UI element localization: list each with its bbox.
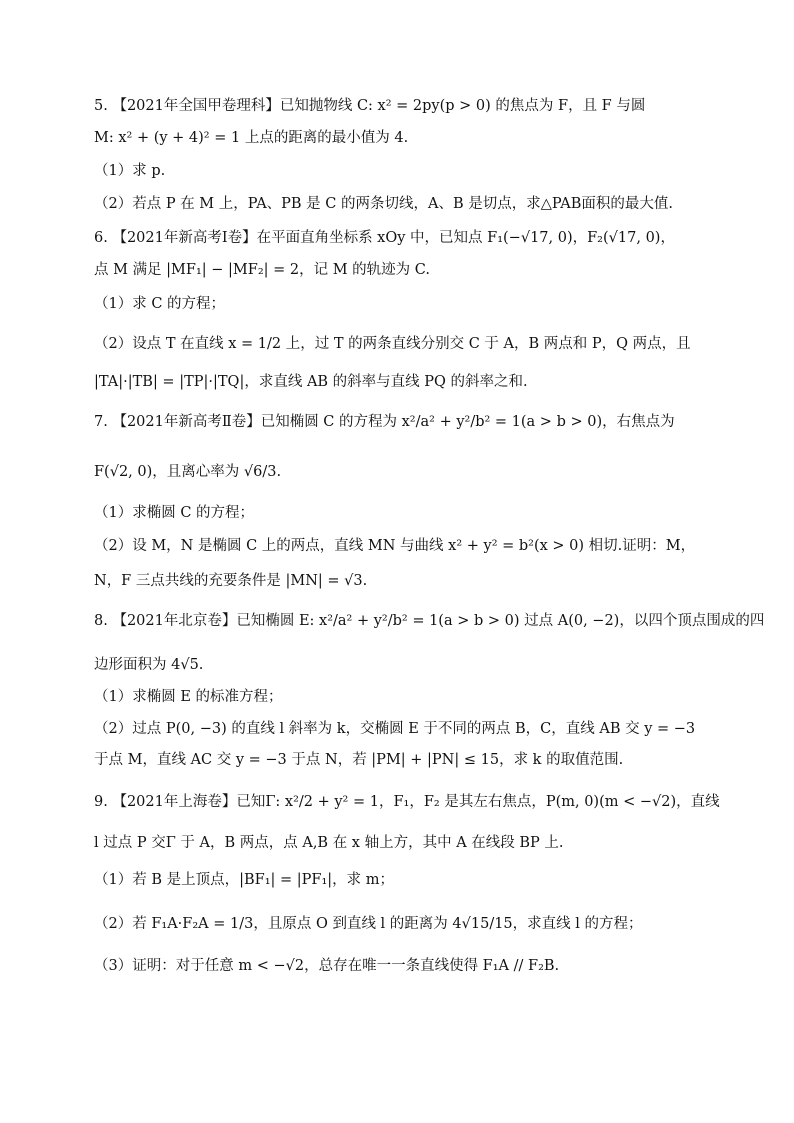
problem-5-line-3: （1）求 p. <box>94 163 166 179</box>
problem-5-line-1: 5. 【2021年全国甲卷理科】已知抛物线 C: x² = 2py(p > 0) 的焦点为 F，且 F 与圆 <box>94 98 646 114</box>
problem-9-line-5: （3）证明：对于任意 m < −√2，总存在唯一一条直线使得 F₁A // F₂B. <box>94 958 560 974</box>
problem-7-line-1: 7. 【2021年新高考Ⅱ卷】已知椭圆 C 的方程为 x²/a² + y²/b² = 1(a > b > 0)，右焦点为 <box>94 414 675 430</box>
problem-6-line-3: （1）求 C 的方程； <box>94 296 226 312</box>
problem-7-line-2: F(√2, 0)，且离心率为 √6/3. <box>94 464 282 480</box>
problem-7-line-3: （1）求椭圆 C 的方程； <box>94 505 255 521</box>
problem-6-line-4: （2）设点 T 在直线 x = 1/2 上，过 T 的两条直线分别交 C 于 A，B 两点和 P，Q 两点，且 <box>94 336 691 352</box>
problem-9-line-4: （2）若 F₁A·F₂A = 1/3，且原点 O 到直线 l 的距离为 4√15/15，求直线 l 的方程； <box>94 916 643 932</box>
problem-5-line-4: （2）若点 P 在 M 上，PA、PB 是 C 的两条切线，A、B 是切点，求△PAB面积的最大值. <box>94 196 674 212</box>
problem-8-line-5: 于点 M，直线 AC 交 y = −3 于点 N，若 |PM| + |PN| ≤ 15，求 k 的取值范围. <box>94 752 624 768</box>
problem-8-line-2: 边形面积为 4√5. <box>94 657 204 673</box>
problem-8-line-4: （2）过点 P(0, −3) 的直线 l 斜率为 k，交椭圆 E 于不同的两点 B，C，直线 AB 交 y = −3 <box>94 721 696 737</box>
problem-6-line-2: 点 M 满足 |MF₁| − |MF₂| = 2，记 M 的轨迹为 C. <box>94 262 430 278</box>
problem-8-line-1: 8. 【2021年北京卷】已知椭圆 E: x²/a² + y²/b² = 1(a > b > 0) 过点 A(0, −2)，以四个顶点围成的四 <box>94 613 765 629</box>
problem-9-line-3: （1）若 B 是上顶点，|BF₁| = |PF₁|，求 m； <box>94 872 395 888</box>
problem-9-line-2: l 过点 P 交Γ 于 A，B 两点，点 A,B 在 x 轴上方，其中 A 在线段 BP 上. <box>94 835 564 851</box>
problem-6-line-1: 6. 【2021年新高考Ⅰ卷】在平面直角坐标系 xOy 中，已知点 F₁(−√17, 0)，F₂(√17, 0)， <box>94 230 675 246</box>
problem-5-line-2: M: x² + (y + 4)² = 1 上点的距离的最小值为 4. <box>94 130 409 146</box>
problem-9-line-1: 9. 【2021年上海卷】已知Γ: x²/2 + y² = 1，F₁，F₂ 是其左右焦点，P(m, 0)(m < −√2)，直线 <box>94 794 720 810</box>
problem-7-line-4: （2）设 M，N 是椭圆 C 上的两点，直线 MN 与曲线 x² + y² = b²(x > 0) 相切.证明：M， <box>94 538 696 554</box>
problem-6-line-5: |TA|·|TB| = |TP|·|TQ|，求直线 AB 的斜率与直线 PQ 的斜率之和. <box>94 374 528 390</box>
problem-7-line-5: N，F 三点共线的充要条件是 |MN| = √3. <box>94 573 368 589</box>
problem-8-line-3: （1）求椭圆 E 的标准方程； <box>94 689 283 705</box>
